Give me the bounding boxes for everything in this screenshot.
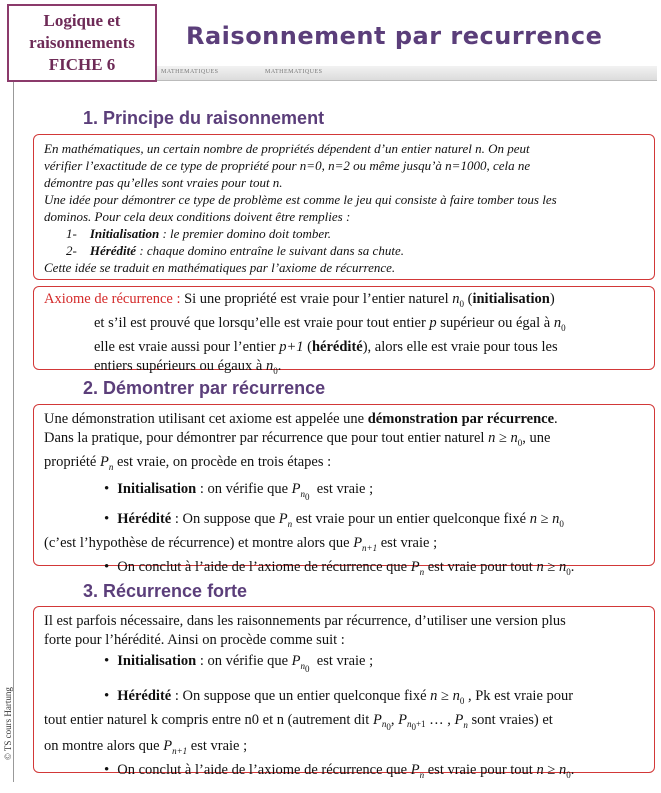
- s2-bullet-hered: • Hérédité : On suppose que $P_n$ est vraie pour un entier quelconque fixé $n \ge n_0$: [44, 510, 644, 534]
- header-band: [157, 66, 657, 81]
- s2-text: , une: [522, 430, 551, 446]
- axiom-box: [33, 286, 655, 376]
- idea-line: Une idée pour démontrer ce type de problème est comme le jeu qui consiste à faire tomber tous les: [44, 192, 557, 207]
- sub-0: 0: [561, 322, 566, 333]
- s2-text: Dans la pratique, pour démontrer par récurrence que pour tout entier naturel: [44, 430, 489, 446]
- axiom-label: Axiome de récurrence :: [44, 291, 181, 307]
- s3-line-2: forte pour l’hérédité. Ainsi on procède comme suit :: [44, 632, 345, 648]
- s2-bullet-init: • Initialisation : on vérifie que $P_{n_0}$ est vraie ;: [44, 480, 644, 507]
- s2-text: est vraie pour un entier quelconque fixé: [292, 511, 530, 528]
- axiom-text: Si une propriété est vraie pour l’entier naturel: [180, 291, 453, 307]
- s2-text: est vraie ;: [313, 480, 374, 497]
- s2-text: On conclut à l’aide de l’axiome de récurrence que: [117, 559, 411, 576]
- s3-text: est vraie ;: [313, 653, 374, 669]
- s2-text: Une démonstration utilisant cet axiome est appelée une: [44, 411, 368, 427]
- axiom-hered: hérédité: [311, 338, 363, 355]
- s3-text: , Pk est vraie pour: [464, 687, 574, 704]
- s3-hered-line-2: tout entier naturel k compris entre n0 et n (autrement dit $P_{n_0}$, $P_{n_0+1}$ … , $P_n$ sont vraies) et: [44, 711, 553, 733]
- var-p1: p+1: [279, 338, 304, 355]
- s2-text: est vraie ;: [377, 535, 438, 552]
- s2-text: : on vérifie que: [196, 480, 292, 497]
- s2-text: est vraie pour tout: [424, 559, 537, 576]
- term-init: Initialisation: [117, 653, 197, 669]
- section-2-title: 2. Démontrer par récurrence: [83, 378, 326, 398]
- s3-text: est vraie ;: [187, 738, 248, 755]
- term-initialisation: Initialisation: [89, 226, 160, 241]
- section-3-title: 3. Récurrence forte: [83, 581, 248, 601]
- axiom-line-4: entiers supérieurs ou égaux à $n_0$.: [94, 357, 282, 376]
- fiche-line-1: Logique et: [43, 11, 121, 30]
- item-number: 1-: [66, 226, 77, 241]
- s3-bullet-hered: • Hérédité : On suppose que un entier quelconque fixé $n \ge n_0$ , Pk est vraie pour: [44, 687, 644, 711]
- page-title: Raisonnement par recurrence: [186, 22, 603, 50]
- term-hered: Hérédité: [117, 511, 172, 528]
- s2-text: (c’est l’hypothèse de récurrence) et montre alors que: [44, 535, 354, 552]
- conclusion-line: Cette idée se traduit en mathématiques par l’axiome de récurrence.: [44, 260, 396, 275]
- s3-bullet-init: • Initialisation : on vérifie que $P_{n_0}$ est vraie ;: [44, 652, 644, 679]
- term-init: Initialisation: [117, 480, 197, 497]
- intro-line: démontre pas qu’elles sont vraies pour tout n.: [44, 175, 283, 190]
- s3-text: : on vérifie que: [196, 653, 292, 669]
- side-rule: [13, 82, 14, 782]
- s3-line-1: Il est parfois nécessaire, dans les raisonnements par récurrence, d’utiliser une version plus: [44, 613, 566, 629]
- var-n: n: [452, 291, 460, 307]
- var-n: n: [553, 314, 562, 331]
- s3-hered-line-3: on montre alors que $P_{n+1}$ est vraie ;: [44, 738, 248, 757]
- idea-line: dominos. Pour cela deux conditions doivent être remplies :: [44, 209, 351, 224]
- s2-line-1: Une démonstration utilisant cet axiome est appelée une démonstration par récurrence.: [44, 411, 558, 427]
- axiom-line-2: [44, 314, 644, 338]
- axiom-text: entiers supérieurs ou égaux à: [94, 357, 266, 374]
- s3-text: : On suppose que un entier quelconque fixé: [171, 687, 431, 704]
- side-copyright: © TS cours Hartung: [3, 687, 13, 760]
- term-heredite: Hérédité: [89, 243, 137, 258]
- s2-line-2: Dans la pratique, pour démontrer par récurrence que pour tout entier naturel $n \ge n_0$, une: [44, 430, 551, 448]
- band-word-2: MATHEMATIQUES: [265, 69, 323, 75]
- item-text: : le premier domino doit tomber.: [159, 226, 331, 241]
- axiom-text: ), alors elle est vraie pour tous les: [362, 338, 558, 355]
- s3-text: on montre alors que: [44, 738, 164, 755]
- axiom-text: supérieur ou égal à: [436, 314, 554, 331]
- sub-0: 0: [459, 298, 464, 309]
- s2-hered-line-2: (c’est l’hypothèse de récurrence) et montre alors que $P_{n+1}$ est vraie ;: [44, 535, 438, 554]
- intro-line: En mathématiques, un certain nombre de propriétés dépendent d’un entier naturel n. On peut: [44, 141, 530, 156]
- axiom-line-1: Axiome de récurrence : Si une propriété est vraie pour l’entier naturel $n_0$ (initialisation): [44, 291, 555, 309]
- section-1-title: 1. Principe du raisonnement: [83, 108, 325, 128]
- s2-line-3: propriété $P_n$ est vraie, on procède en trois étapes :: [44, 453, 332, 472]
- sub-0: 0: [273, 365, 278, 376]
- s2-bold: démonstration par récurrence: [367, 411, 555, 427]
- list-item-heredite: [44, 242, 644, 259]
- s3-text: On conclut à l’aide de l’axiome de récurrence que: [117, 762, 411, 779]
- s3-text: sont vraies) et: [467, 711, 553, 728]
- band-word-1: MATHEMATIQUES: [161, 69, 219, 75]
- fiche-line-3: FICHE 6: [48, 55, 116, 74]
- axiom-text: et s’il est prouvé que lorsqu’elle est vraie pour tout entier: [94, 314, 430, 331]
- s3-bullet-concl: • On conclut à l’aide de l’axiome de récurrence que $P_n$ est vraie pour tout $n \ge n_0$.: [44, 761, 644, 785]
- s2-text: propriété: [44, 453, 100, 470]
- principle-box: [33, 134, 655, 280]
- list-item-initialisation: [44, 225, 644, 242]
- item-number: 2-: [66, 243, 77, 258]
- fiche-label-box: [7, 4, 157, 82]
- var-p: p: [429, 314, 437, 331]
- intro-line: vérifier l’exactitude de ce type de propriété pour n=0, n=2 ou même jusqu’à n=1000, cela ne: [44, 158, 531, 173]
- var-n: n: [265, 357, 274, 374]
- axiom-text: elle est vraie aussi pour l’entier: [94, 338, 280, 355]
- s3-text: tout entier naturel k compris entre n0 et n (autrement dit: [44, 711, 373, 728]
- axiom-line-3: elle est vraie aussi pour l’entier p+1 (hérédité), alors elle est vraie pour tous les: [94, 338, 558, 355]
- term-hered: Hérédité: [117, 687, 172, 704]
- axiom-init: initialisation: [472, 291, 550, 307]
- s2-bullet-concl: • On conclut à l’aide de l’axiome de récurrence que $P_n$ est vraie pour tout $n \ge n_0$.: [44, 558, 644, 582]
- item-text: : chaque domino entraîne le suivant dans sa chute.: [136, 243, 404, 258]
- s3-text: est vraie pour tout: [424, 762, 537, 779]
- demonstration-box: [33, 404, 655, 578]
- s2-text: est vraie, on procède en trois étapes :: [113, 453, 332, 470]
- fiche-line-2: raisonnements: [29, 33, 135, 52]
- strong-recurrence-box: [33, 606, 655, 781]
- s2-text: : On suppose que: [171, 511, 279, 528]
